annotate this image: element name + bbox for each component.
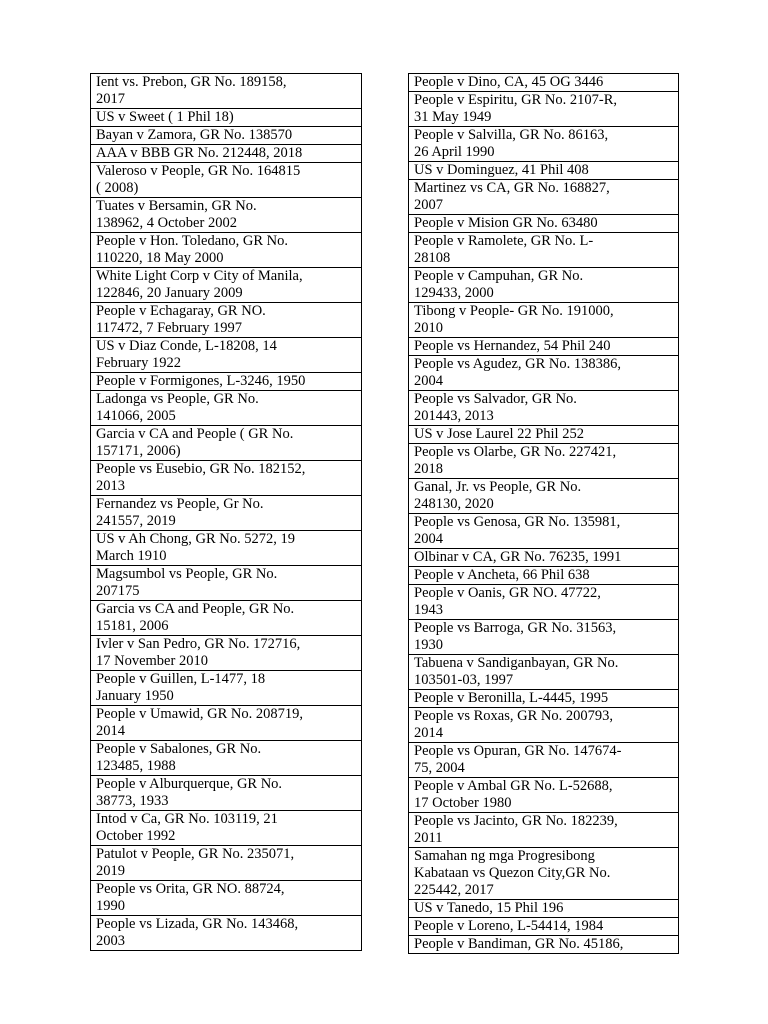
left-case-row [91, 846, 362, 881]
right-case-row [409, 92, 679, 127]
left-case-row [91, 566, 362, 601]
case-citation-cell: People vs Eusebio, GR No. 182152, 2013 [91, 461, 362, 496]
case-citation-cell: Bayan v Zamora, GR No. 138570 [91, 127, 362, 145]
case-citation-cell: People v Guillen, L-1477, 18 January 1950 [91, 671, 362, 706]
case-citation-cell: Ganal, Jr. vs People, GR No. 248130, 2020 [409, 479, 679, 514]
left-case-row [91, 74, 362, 109]
case-citation-cell: Fernandez vs People, Gr No. 241557, 2019 [91, 496, 362, 531]
case-citation-cell: Ivler v San Pedro, GR No. 172716, 17 November 2010 [91, 636, 362, 671]
right-case-row [409, 233, 679, 268]
right-case-row [409, 268, 679, 303]
case-citation-cell: US v Diaz Conde, L-18208, 14 February 1922 [91, 338, 362, 373]
case-citation-cell: Tibong v People- GR No. 191000, 2010 [409, 303, 679, 338]
left-case-row [91, 811, 362, 846]
right-case-row [409, 743, 679, 778]
left-case-row [91, 373, 362, 391]
right-case-row [409, 585, 679, 620]
case-citation-cell: People v Mision GR No. 63480 [409, 215, 679, 233]
case-citation-cell: Ient vs. Prebon, GR No. 189158, 2017 [91, 74, 362, 109]
left-case-row [91, 268, 362, 303]
right-case-row [409, 338, 679, 356]
right-case-row [409, 180, 679, 215]
right-case-row [409, 215, 679, 233]
case-citation-cell: AAA v BBB GR No. 212448, 2018 [91, 145, 362, 163]
case-citation-cell: US v Dominguez, 41 Phil 408 [409, 162, 679, 180]
case-citation-cell: People v Echagaray, GR NO. 117472, 7 February 1997 [91, 303, 362, 338]
case-citation-cell: People v Ancheta, 66 Phil 638 [409, 567, 679, 585]
case-citation-cell: Ladonga vs People, GR No. 141066, 2005 [91, 391, 362, 426]
case-citation-cell: Magsumbol vs People, GR No. 207175 [91, 566, 362, 601]
right-case-row [409, 848, 679, 900]
left-case-row [91, 426, 362, 461]
right-case-row [409, 303, 679, 338]
case-citation-cell: People v Loreno, L-54414, 1984 [409, 918, 679, 936]
case-citation-cell: US v Jose Laurel 22 Phil 252 [409, 426, 679, 444]
case-citation-cell: Tabuena v Sandiganbayan, GR No. 103501-03, 1997 [409, 655, 679, 690]
left-case-row [91, 741, 362, 776]
left-case-row [91, 198, 362, 233]
right-case-row [409, 549, 679, 567]
right-case-row [409, 514, 679, 549]
left-case-row [91, 601, 362, 636]
left-case-row [91, 916, 362, 951]
right-case-row [409, 900, 679, 918]
left-case-row [91, 163, 362, 198]
case-citation-cell: People vs Lizada, GR No. 143468, 2003 [91, 916, 362, 951]
case-citation-cell: People v Alburquerque, GR No. 38773, 1933 [91, 776, 362, 811]
case-citation-cell: US v Sweet ( 1 Phil 18) [91, 109, 362, 127]
right-case-row [409, 479, 679, 514]
left-case-row [91, 127, 362, 145]
left-case-table [90, 73, 362, 951]
left-case-row [91, 303, 362, 338]
case-citation-cell: Olbinar v CA, GR No. 76235, 1991 [409, 549, 679, 567]
case-citation-cell: People v Espiritu, GR No. 2107-R, 31 May 1949 [409, 92, 679, 127]
right-case-row [409, 708, 679, 743]
left-case-table-body [91, 74, 362, 951]
case-citation-cell: People v Bandiman, GR No. 45186, [409, 936, 679, 954]
right-case-row [409, 690, 679, 708]
case-citation-cell: People vs Roxas, GR No. 200793, 2014 [409, 708, 679, 743]
case-citation-cell: Martinez vs CA, GR No. 168827, 2007 [409, 180, 679, 215]
case-citation-cell: People v Hon. Toledano, GR No. 110220, 18 May 2000 [91, 233, 362, 268]
case-citation-cell: People v Sabalones, GR No. 123485, 1988 [91, 741, 362, 776]
left-case-row [91, 671, 362, 706]
case-citation-cell: Intod v Ca, GR No. 103119, 21 October 1992 [91, 811, 362, 846]
left-case-row [91, 531, 362, 566]
right-case-row [409, 356, 679, 391]
case-citation-cell: US v Tanedo, 15 Phil 196 [409, 900, 679, 918]
case-citation-cell: People v Umawid, GR No. 208719, 2014 [91, 706, 362, 741]
left-case-row [91, 338, 362, 373]
case-citation-cell: People vs Opuran, GR No. 147674- 75, 2004 [409, 743, 679, 778]
left-case-row [91, 145, 362, 163]
left-case-row [91, 636, 362, 671]
case-citation-cell: People vs Salvador, GR No. 201443, 2013 [409, 391, 679, 426]
left-case-row [91, 391, 362, 426]
right-case-row [409, 567, 679, 585]
right-case-row [409, 655, 679, 690]
case-citation-cell: Samahan ng mga Progresibong Kabataan vs Quezon City,GR No. 225442, 2017 [409, 848, 679, 900]
case-citation-cell: White Light Corp v City of Manila, 122846, 20 January 2009 [91, 268, 362, 303]
case-citation-cell: People v Oanis, GR NO. 47722, 1943 [409, 585, 679, 620]
left-case-row [91, 496, 362, 531]
left-case-row [91, 706, 362, 741]
case-citation-cell: People vs Barroga, GR No. 31563, 1930 [409, 620, 679, 655]
left-case-row [91, 461, 362, 496]
case-citation-cell: People v Ramolete, GR No. L- 28108 [409, 233, 679, 268]
right-case-row [409, 918, 679, 936]
case-citation-cell: Garcia vs CA and People, GR No. 15181, 2006 [91, 601, 362, 636]
case-citation-cell: Patulot v People, GR No. 235071, 2019 [91, 846, 362, 881]
right-case-row [409, 74, 679, 92]
right-case-row [409, 620, 679, 655]
case-citation-cell: People v Salvilla, GR No. 86163, 26 April 1990 [409, 127, 679, 162]
case-citation-cell: People vs Agudez, GR No. 138386, 2004 [409, 356, 679, 391]
case-citation-cell: US v Ah Chong, GR No. 5272, 19 March 1910 [91, 531, 362, 566]
right-case-row [409, 813, 679, 848]
right-case-table [408, 73, 679, 954]
case-citation-cell: People v Dino, CA, 45 OG 3446 [409, 74, 679, 92]
case-citation-cell: People v Ambal GR No. L-52688, 17 October 1980 [409, 778, 679, 813]
case-citation-cell: People vs Hernandez, 54 Phil 240 [409, 338, 679, 356]
right-case-row [409, 127, 679, 162]
right-case-row [409, 778, 679, 813]
right-case-row [409, 936, 679, 954]
case-citation-cell: People v Campuhan, GR No. 129433, 2000 [409, 268, 679, 303]
left-case-row [91, 881, 362, 916]
case-citation-cell: Tuates v Bersamin, GR No. 138962, 4 October 2002 [91, 198, 362, 233]
left-case-row [91, 233, 362, 268]
left-case-row [91, 109, 362, 127]
case-citation-cell: People vs Jacinto, GR No. 182239, 2011 [409, 813, 679, 848]
right-case-table-body [409, 74, 679, 954]
right-case-row [409, 391, 679, 426]
case-citation-cell: Valeroso v People, GR No. 164815 ( 2008) [91, 163, 362, 198]
right-case-row [409, 444, 679, 479]
case-citation-cell: People v Beronilla, L-4445, 1995 [409, 690, 679, 708]
case-citation-cell: People v Formigones, L-3246, 1950 [91, 373, 362, 391]
case-citation-cell: People vs Orita, GR NO. 88724, 1990 [91, 881, 362, 916]
right-case-row [409, 426, 679, 444]
right-case-row [409, 162, 679, 180]
case-citation-cell: Garcia v CA and People ( GR No. 157171, 2006) [91, 426, 362, 461]
left-case-row [91, 776, 362, 811]
case-citation-cell: People vs Olarbe, GR No. 227421, 2018 [409, 444, 679, 479]
case-citation-cell: People vs Genosa, GR No. 135981, 2004 [409, 514, 679, 549]
